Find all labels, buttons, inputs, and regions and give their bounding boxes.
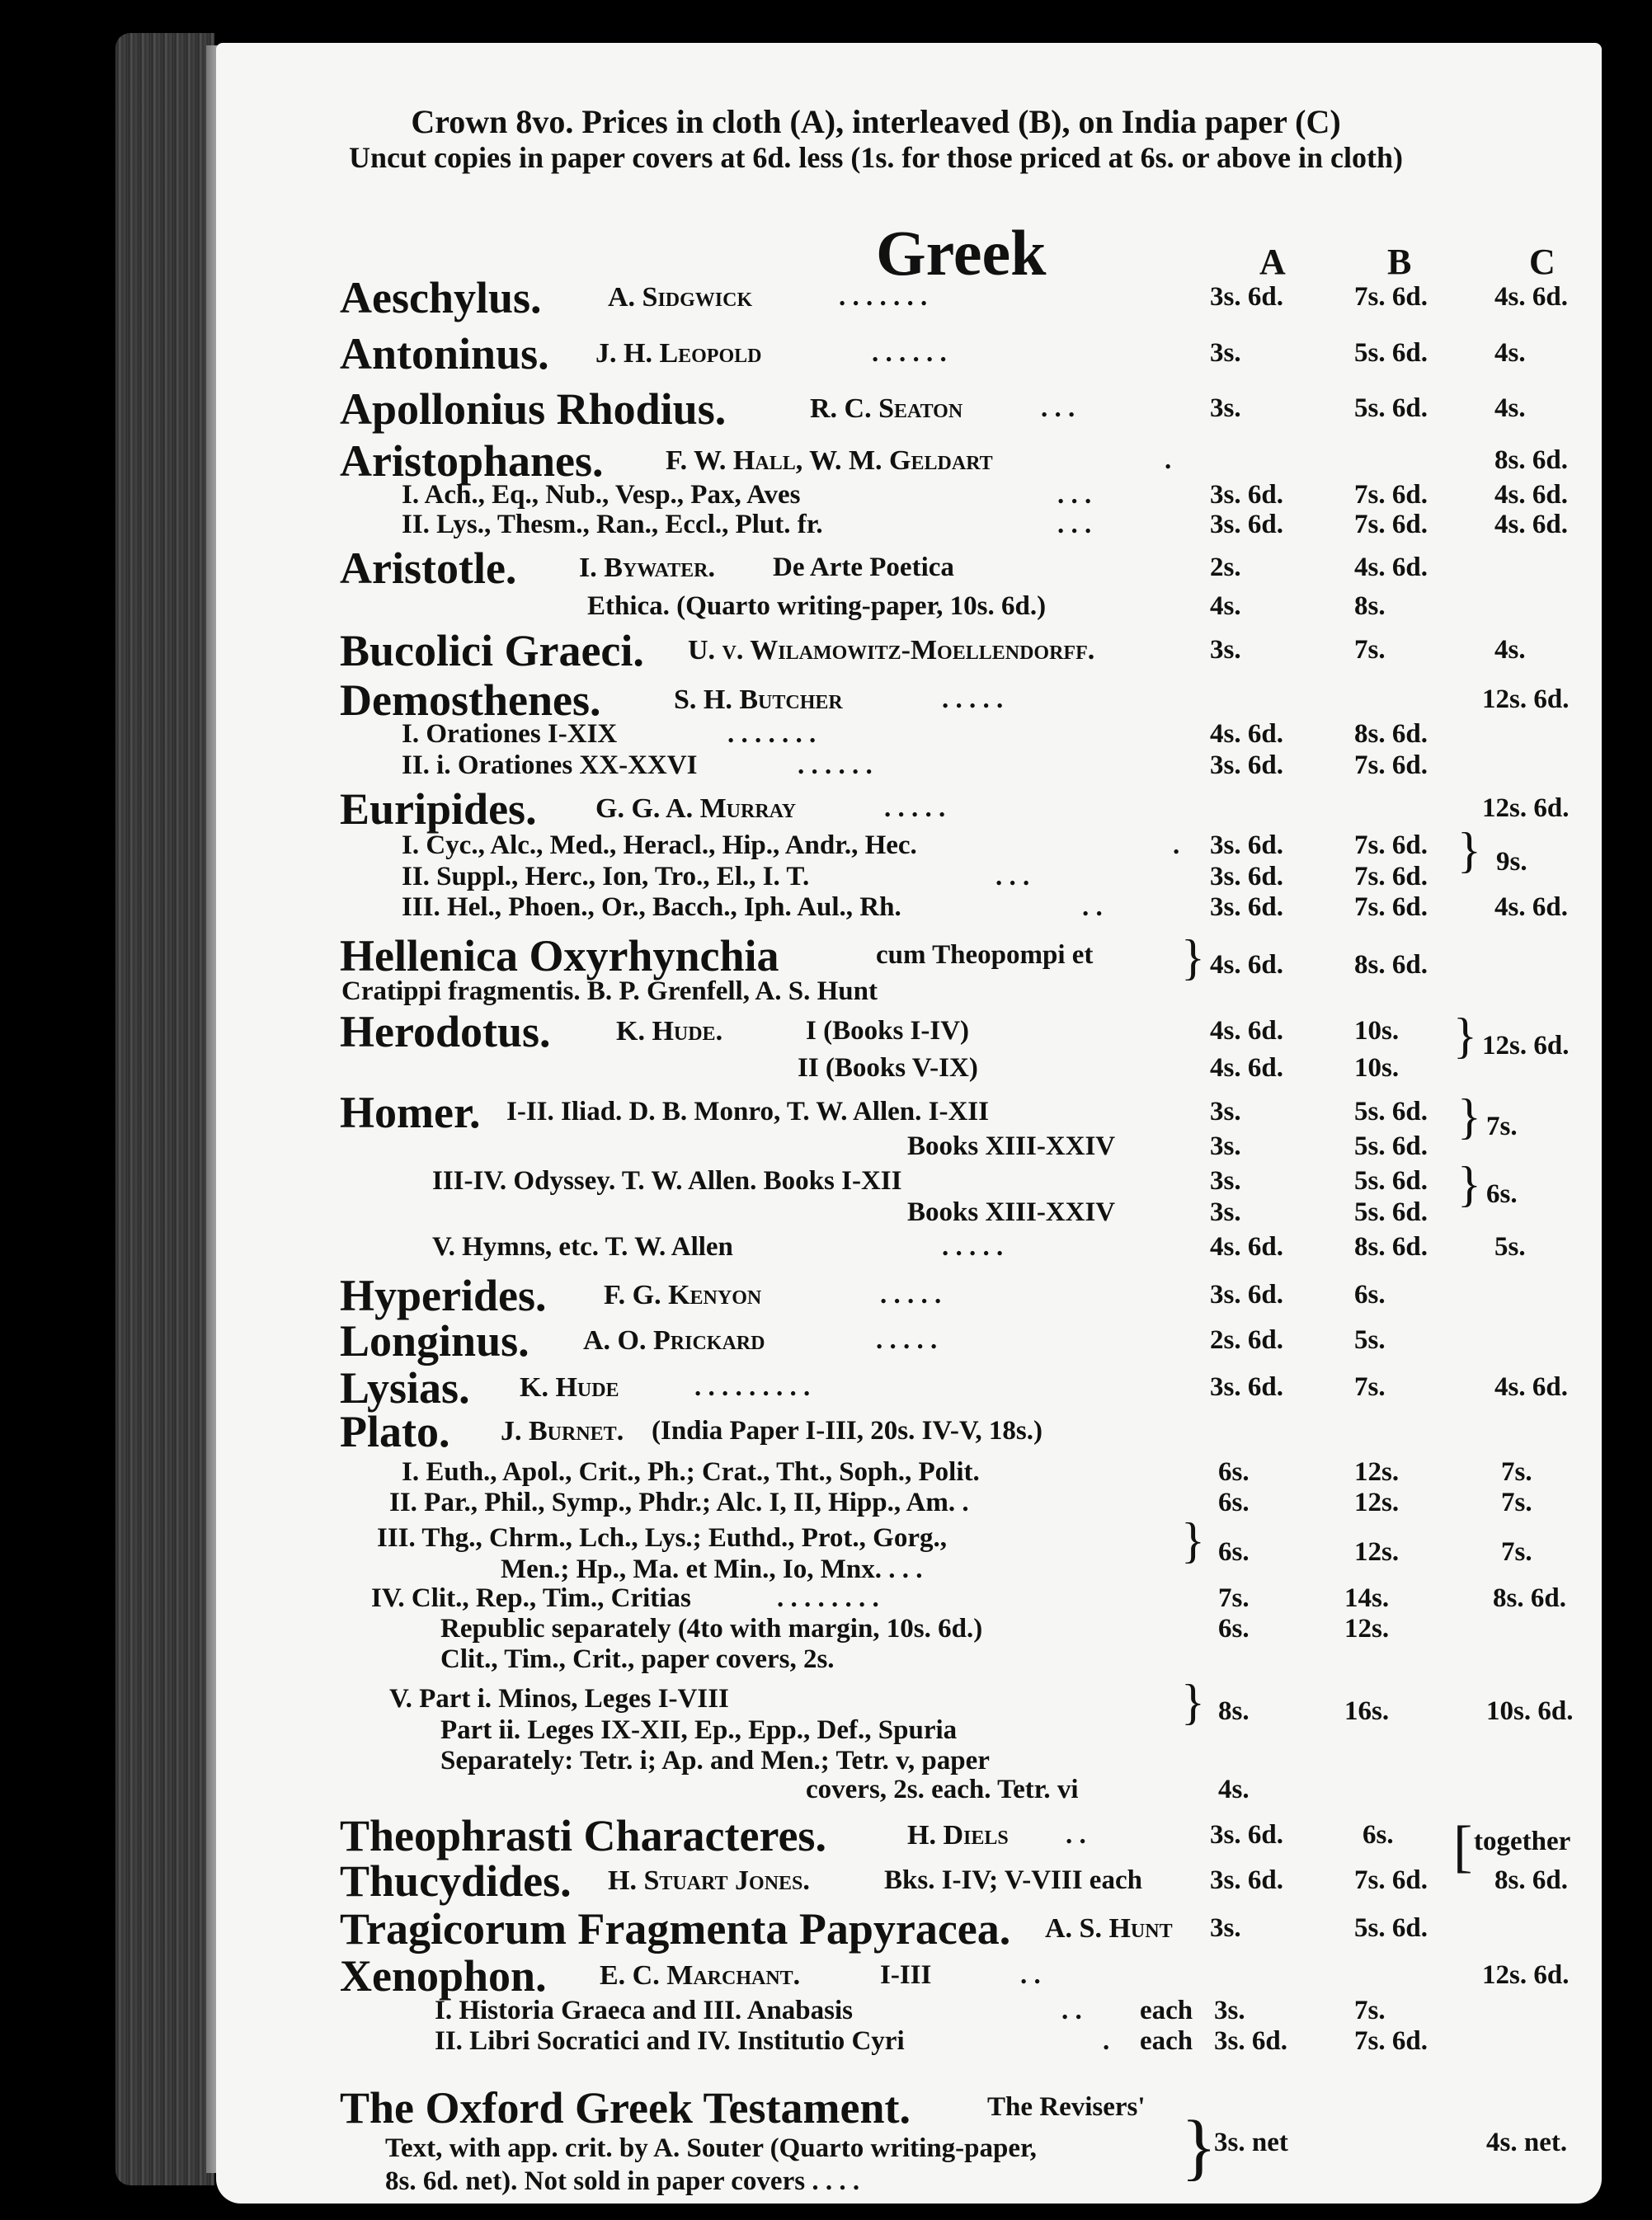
volume-contents: Clit., Tim., Crit., paper covers, 2s. [440, 1644, 835, 1674]
price-b: 12s. [1354, 1537, 1400, 1567]
price-a: 3s. [1210, 393, 1241, 423]
entry-author: A. S. Hunt [1045, 1913, 1173, 1944]
price-a: 6s. [1218, 1614, 1250, 1644]
price-a: 4s. 6d. [1210, 1016, 1283, 1046]
price-b: 7s. [1354, 635, 1386, 665]
entry-note: (India Paper I-III, 20s. IV-V, 18s.) [652, 1416, 1043, 1446]
price-a: 3s. [1210, 1097, 1241, 1126]
leader-dots: . . . . . [876, 1325, 938, 1355]
entry-author: U. v. Wilamowitz-Moellendorff. [688, 635, 1095, 666]
price-c-combined: 12s. 6d. [1482, 1031, 1570, 1061]
price-a: 3s. 6d. [1210, 480, 1283, 510]
volume-contents: V. Part i. Minos, Leges I-VIII [389, 1684, 729, 1714]
price-a: 3s. [1210, 1913, 1241, 1943]
catalogue-page [216, 43, 1602, 2204]
price-c: 4s. 6d. [1494, 282, 1568, 312]
price-b: 7s. [1354, 1996, 1386, 2025]
column-header-c: C [1529, 242, 1556, 282]
leader-dots: . [1165, 445, 1172, 475]
price-c: 12s. 6d. [1482, 1960, 1570, 1990]
volume-contents: II. Par., Phil., Symp., Phdr.; Alc. I, II, Hipp., Am. . [389, 1488, 969, 1517]
price-a: 2s. 6d. [1210, 1325, 1283, 1355]
price-a: 4s. 6d. [1210, 950, 1283, 980]
volume-contents: I-II. Iliad. D. B. Monro, T. W. Allen. I-XII [506, 1097, 989, 1126]
section-title: Greek [876, 217, 1047, 289]
volume-contents: I. Cyc., Alc., Med., Heracl., Hip., Andr., Hec. [402, 830, 917, 860]
each-label: each [1140, 1996, 1193, 2025]
entry-author: F. G. Kenyon [604, 1280, 762, 1310]
price-c: 7s. [1501, 1457, 1532, 1487]
price-a: 4s. 6d. [1210, 1053, 1283, 1083]
leader-dots: . . . . . [884, 793, 946, 823]
price-a: 3s. 6d. [1210, 750, 1283, 780]
price-b: 12s. [1344, 1614, 1390, 1644]
price-a: 3s. 6d. [1210, 892, 1283, 922]
price-a: 3s. 6d. [1210, 862, 1283, 891]
entry-author: S. H. Butcher [674, 684, 843, 715]
price-a: 2s. [1210, 553, 1241, 582]
entry-name: Bucolici Graeci. [340, 626, 644, 675]
leader-dots: . . . [1041, 393, 1075, 423]
entry-author: E. C. Marchant. [600, 1960, 801, 1991]
volume-contents: II. Lys., Thesm., Ran., Eccl., Plut. fr. [402, 510, 823, 539]
entry-name: Aeschylus. [340, 273, 542, 322]
price-b: 5s. 6d. [1354, 1913, 1428, 1943]
volume-contents: Men.; Hp., Ma. et Min., Io, Mnx. . . . [501, 1554, 923, 1584]
price-b: 5s. 6d. [1354, 338, 1428, 368]
price-c-note: together [1474, 1827, 1571, 1856]
leader-dots: . [1173, 830, 1180, 860]
brace-icon: } [1181, 1675, 1205, 1729]
price-b: 7s. 6d. [1354, 510, 1428, 539]
leader-dots: . . . . . . . [839, 282, 928, 312]
entry-name: Antoninus. [340, 329, 549, 379]
volume-contents: covers, 2s. each. Tetr. vi [806, 1775, 1079, 1804]
volume-contents: I. Ach., Eq., Nub., Vesp., Pax, Aves [402, 480, 801, 510]
volume-contents: I. Historia Graeca and III. Anabasis [435, 1996, 853, 2025]
leader-dots: . . . . . . . . . [694, 1372, 811, 1402]
price-c: 4s. [1494, 338, 1526, 368]
price-b: 8s. [1354, 591, 1386, 621]
volume-contents: I-III [880, 1960, 932, 1990]
brace-icon: } [1457, 1157, 1481, 1211]
entry-author: Cratippi fragmentis. B. P. Grenfell, A. S. Hunt [341, 976, 878, 1006]
entry-name: Thucydides. [340, 1856, 572, 1906]
price-b: 7s. 6d. [1354, 892, 1428, 922]
entry-name: Aristophanes. [340, 436, 604, 486]
price-b: 7s. 6d. [1354, 862, 1428, 891]
price-b: 14s. [1344, 1583, 1390, 1613]
price-a: 3s. 6d. [1210, 1820, 1283, 1850]
entry-note: 8s. 6d. net). Not sold in paper covers . . . . [385, 2166, 860, 2196]
price-c: 5s. [1494, 1232, 1526, 1262]
entry-name: Aristotle. [340, 543, 517, 593]
entry-author: G. G. A. Murray [595, 793, 797, 824]
price-a: 4s. 6d. [1210, 1232, 1283, 1262]
entry-author: F. W. Hall, W. M. Geldart [666, 445, 993, 476]
brace-icon: } [1457, 823, 1481, 877]
price-c: 4s. [1494, 635, 1526, 665]
price-b: 6s. [1363, 1820, 1394, 1850]
leader-dots: . . . . . . [872, 338, 947, 368]
entry-name: Euripides. [340, 784, 537, 834]
leader-dots: . . . [1057, 480, 1092, 510]
volume-contents: III. Hel., Phoen., Or., Bacch., Iph. Aul., Rh. [402, 892, 901, 922]
price-a: 3s. 6d. [1210, 1372, 1283, 1402]
price-b: 5s. 6d. [1354, 1197, 1428, 1227]
price-c: 7s. [1501, 1537, 1532, 1567]
price-b: 4s. 6d. [1354, 553, 1428, 582]
price-a: 3s. 6d. [1210, 282, 1283, 312]
leader-dots: . . . . . [942, 684, 1004, 714]
brace-icon: } [1181, 930, 1205, 985]
price-a: 4s. 6d. [1210, 719, 1283, 749]
entry-name: Demosthenes. [340, 675, 601, 725]
price-b: 8s. 6d. [1354, 719, 1428, 749]
price-b: 5s. 6d. [1354, 393, 1428, 423]
price-c: 10s. 6d. [1486, 1696, 1574, 1726]
volume-contents: IV. Clit., Rep., Tim., Critias [371, 1583, 691, 1613]
price-a: 4s. [1210, 591, 1241, 621]
volume-contents: Books XIII-XXIV [907, 1131, 1116, 1161]
price-a: 3s. [1210, 338, 1241, 368]
book-spine [115, 33, 214, 2185]
entry-name: Herodotus. [340, 1007, 551, 1056]
leader-dots: . . [1082, 892, 1103, 922]
price-header-line1: Crown 8vo. Prices in cloth (A), interleaved (B), on India paper (C) [411, 103, 1341, 140]
volume-contents: II. Libri Socratici and IV. Institutio Cyri [435, 2026, 905, 2056]
entry-name: Hyperides. [340, 1271, 547, 1320]
price-a: 4s. [1218, 1775, 1250, 1804]
entry-note: cum Theopompi et [876, 940, 1094, 970]
price-a: 3s. 6d. [1210, 1280, 1283, 1310]
leader-dots: . . . . . [880, 1280, 942, 1310]
price-c: 4s. 6d. [1494, 480, 1568, 510]
price-a: 3s. [1214, 1996, 1245, 2025]
price-b: 12s. [1354, 1488, 1400, 1517]
price-b: 7s. 6d. [1354, 1865, 1428, 1895]
entry-name: Hellenica Oxyrhynchia [340, 931, 779, 981]
entry-name: Homer. [340, 1088, 481, 1137]
volume-contents: V. Hymns, etc. T. W. Allen [432, 1232, 733, 1262]
price-c: 8s. 6d. [1494, 445, 1568, 475]
work-title: De Arte Poetica [773, 553, 954, 582]
price-c: 8s. 6d. [1494, 1865, 1568, 1895]
entry-note: The Revisers' [987, 2092, 1146, 2122]
volume-contents: Books XIII-XXIV [907, 1197, 1116, 1227]
price-b: 5s. 6d. [1354, 1131, 1428, 1161]
entry-name: Xenophon. [340, 1951, 547, 2001]
price-b: 10s. [1354, 1016, 1400, 1046]
entry-author: J. H. Leopold [595, 338, 762, 369]
brace-icon: } [1181, 2106, 1217, 2188]
entry-note: Bks. I-IV; V-VIII each [884, 1865, 1142, 1895]
price-c: 12s. 6d. [1482, 684, 1570, 714]
volume-contents: I (Books I-IV) [806, 1016, 970, 1046]
leader-dots: . . . [1057, 510, 1092, 539]
entry-author: I. Bywater. [579, 553, 715, 583]
price-c-combined: 6s. [1486, 1179, 1518, 1209]
leader-dots: . . . . . . . [727, 719, 817, 749]
price-a: 3s. 6d. [1214, 2026, 1287, 2056]
entry-author: K. Hude [520, 1372, 619, 1403]
entry-name: The Oxford Greek Testament. [340, 2083, 911, 2133]
price-b: 6s. [1354, 1280, 1386, 1310]
volume-contents: II. Suppl., Herc., Ion, Tro., El., I. T. [402, 862, 810, 891]
leader-dots: . [1103, 2026, 1110, 2056]
leader-dots: . . . [995, 862, 1030, 891]
brace-icon: } [1181, 1513, 1205, 1568]
entry-name: Tragicorum Fragmenta Papyracea. [340, 1904, 1011, 1954]
leader-dots: . . [1066, 1820, 1086, 1850]
entry-author: J. Burnet. [501, 1416, 624, 1446]
price-b: 16s. [1344, 1696, 1390, 1726]
entry-author: K. Hude. [616, 1016, 723, 1047]
price-a: 3s. 6d. [1210, 830, 1283, 860]
price-a: 3s. 6d. [1210, 1865, 1283, 1895]
price-b: 5s. [1354, 1325, 1386, 1355]
price-c: 8s. 6d. [1493, 1583, 1566, 1613]
entry-name: Plato. [340, 1407, 450, 1456]
price-b: 7s. 6d. [1354, 480, 1428, 510]
entry-author: H. Stuart Jones. [608, 1865, 810, 1896]
price-c-combined: 7s. [1486, 1112, 1518, 1141]
entry-name: Longinus. [340, 1316, 529, 1366]
price-a: 7s. [1218, 1583, 1250, 1613]
price-b: 10s. [1354, 1053, 1400, 1083]
price-b: 7s. 6d. [1354, 830, 1428, 860]
volume-contents: I. Euth., Apol., Crit., Ph.; Crat., Tht., Soph., Polit. [402, 1457, 980, 1487]
entry-author: A. Sidgwick [608, 282, 753, 313]
volume-contents: I. Orationes I-XIX [402, 719, 618, 749]
price-b: 7s. 6d. [1354, 750, 1428, 780]
price-c: 4s. 6d. [1494, 510, 1568, 539]
price-b: 7s. 6d. [1354, 282, 1428, 312]
leader-dots: . . . . . . . . [777, 1583, 879, 1613]
price-b: 12s. [1354, 1457, 1400, 1487]
price-a: 3s. [1210, 635, 1241, 665]
price-c: 4s. 6d. [1494, 1372, 1568, 1402]
price-a: 6s. [1218, 1537, 1250, 1567]
price-b: 7s. [1354, 1372, 1386, 1402]
leader-dots: . . [1061, 1996, 1082, 2025]
entry-name: Lysias. [340, 1363, 470, 1413]
price-a: 3s. 6d. [1210, 510, 1283, 539]
volume-contents: Republic separately (4to with margin, 10s. 6d.) [440, 1614, 983, 1644]
leader-dots: . . . . . . [798, 750, 873, 780]
price-a: 3s. [1210, 1166, 1241, 1196]
brace-icon: } [1453, 1009, 1477, 1063]
price-b: 5s. 6d. [1354, 1097, 1428, 1126]
entry-note: Text, with app. crit. by A. Souter (Quarto writing-paper, [385, 2133, 1037, 2163]
price-c: 4s. 6d. [1494, 892, 1568, 922]
price-b: 7s. 6d. [1354, 2026, 1428, 2056]
volume-contents: Part ii. Leges IX-XII, Ep., Epp., Def., Spuria [440, 1715, 958, 1745]
price-c: 4s. [1494, 393, 1526, 423]
brace-icon: } [1457, 1089, 1481, 1144]
volume-contents: III. Thg., Chrm., Lch., Lys.; Euthd., Prot., Gorg., [377, 1523, 947, 1553]
column-header-b: B [1387, 242, 1412, 282]
price-a: 6s. [1218, 1488, 1250, 1517]
price-b: 8s. 6d. [1354, 1232, 1428, 1262]
bracket-icon: [ [1453, 1815, 1473, 1879]
entry-name: Apollonius Rhodius. [340, 384, 727, 434]
volume-contents: Separately: Tetr. i; Ap. and Men.; Tetr. v, paper [440, 1746, 990, 1776]
column-header-a: A [1259, 242, 1286, 282]
price-a: 8s. [1218, 1696, 1250, 1726]
leader-dots: . . [1020, 1960, 1041, 1990]
entry-author: R. C. Seaton [810, 393, 963, 424]
each-label: each [1140, 2026, 1193, 2056]
volume-contents: II (Books V-IX) [798, 1053, 978, 1083]
price-b: 5s. 6d. [1354, 1166, 1428, 1196]
volume-contents: III-IV. Odyssey. T. W. Allen. Books I-XII [432, 1166, 902, 1196]
price-c: 12s. 6d. [1482, 793, 1570, 823]
volume-contents: Ethica. (Quarto writing-paper, 10s. 6d.) [587, 591, 1047, 621]
price-a: 3s. [1210, 1197, 1241, 1227]
entry-name: Theophrasti Characteres. [340, 1811, 826, 1860]
price-a: 3s. net [1214, 2128, 1288, 2157]
entry-author: A. O. Prickard [583, 1325, 765, 1356]
price-b: 8s. 6d. [1354, 950, 1428, 980]
price-a: 6s. [1218, 1457, 1250, 1487]
entry-author: H. Diels [907, 1820, 1009, 1851]
price-c: 4s. net. [1486, 2128, 1568, 2157]
volume-contents: II. i. Orationes XX-XXVI [402, 750, 698, 780]
price-c-combined: 9s. [1496, 847, 1527, 877]
price-c: 7s. [1501, 1488, 1532, 1517]
price-a: 3s. [1210, 1131, 1241, 1161]
price-header-line2: Uncut copies in paper covers at 6d. less (1s. for those priced at 6s. or above in cloth) [349, 141, 1403, 174]
leader-dots: . . . . . [942, 1232, 1004, 1262]
